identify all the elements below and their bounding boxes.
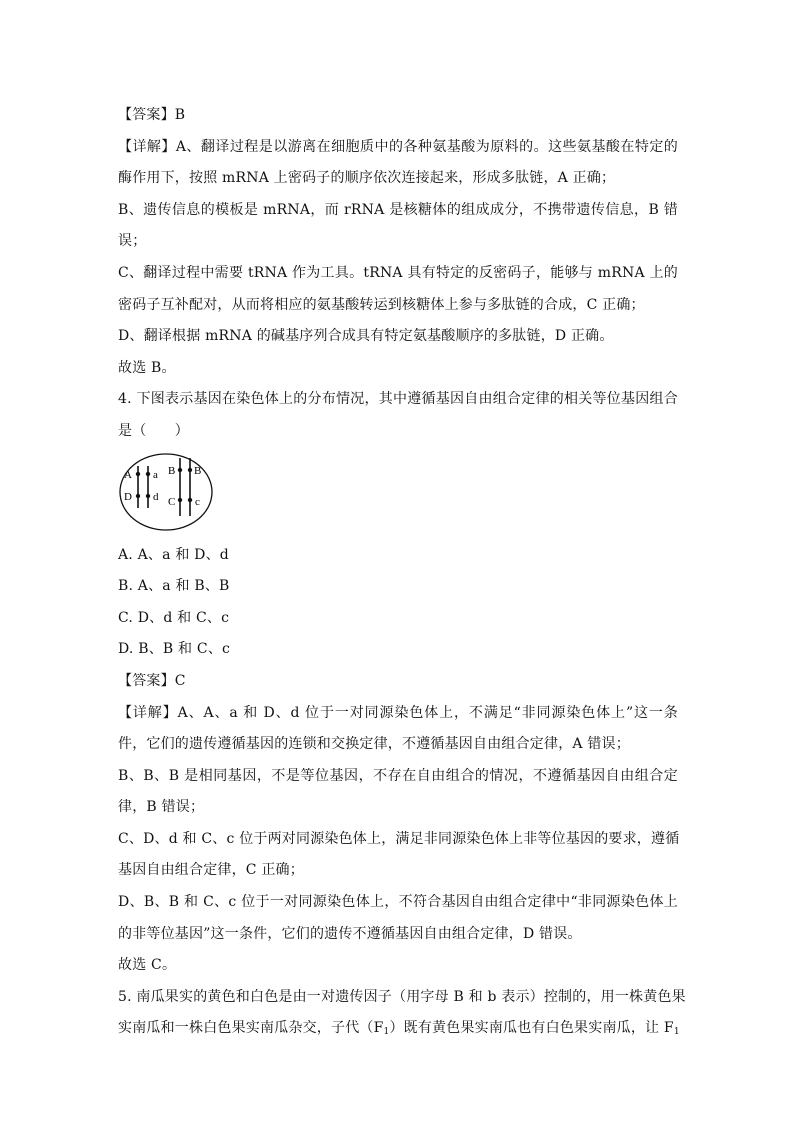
q4-detail-line: 【详解】A、A、a 和 D、d 位于一对同源染色体上，不满足“非同源染色体上”这一条 xyxy=(118,704,678,721)
q4-detail-line: 的非等位基因”这一条件，它们的遗传不遵循基因自由组合定律，D 错误。 xyxy=(118,925,582,942)
q4-detail-line: D、B、B 和 C、c 位于一对同源染色体上，不符合基因自由组合定律中“非同源染色体上 xyxy=(118,894,678,911)
q4-stem: 是（ ） xyxy=(118,422,189,439)
q4-detail-line: C、D、d 和 C、c 位于两对同源染色体上，满足非同源染色体上非等位基因的要求，遵循 xyxy=(118,830,680,847)
gene-locus xyxy=(188,497,192,501)
q5-stem-part: ）既有黄色果实南瓜也有白色果实南瓜，让 F xyxy=(389,1020,674,1037)
q3-detail-line: 密码子互补配对，从而将相应的氨基酸转运到核糖体上参与多肽链的合成，C 正确； xyxy=(118,296,645,313)
q3-detail-line: C、翻译过程中需要 tRNA 作为工具。tRNA 具有特定的反密码子，能够与 mRNA 上的 xyxy=(118,264,678,281)
q4-stem: 4. 下图表示基因在染色体上的分布情况，其中遵循基因自由组合定律的相关等位基因组合 xyxy=(118,391,678,408)
gene-locus xyxy=(188,467,192,471)
q3-answer: 【答案】B xyxy=(118,107,186,123)
gene-locus xyxy=(146,471,150,475)
q5-stem-part: 实南瓜和一株白色果实南瓜杂交，子代（F xyxy=(118,1020,384,1037)
q3-detail-line: 【详解】A、翻译过程是以游离在细胞质中的各种氨基酸为原料的。这些氨基酸在特定的 xyxy=(118,138,678,155)
q3-detail-line: B、遗传信息的模板是 mRNA，而 rRNA 是核糖体的组成成分，不携带遗传信息，B 错 xyxy=(118,201,678,218)
gene-label: B xyxy=(168,464,176,477)
q3-detail-line: D、翻译根据 mRNA 的碱基序列合成具有特定氨基酸顺序的多肽链，D 正确。 xyxy=(118,328,614,345)
q3-detail-line: 误； xyxy=(118,233,147,250)
subscript: 1 xyxy=(383,1027,390,1038)
gene-label: d xyxy=(153,490,159,503)
q4-conclusion: 故选 C。 xyxy=(118,957,177,974)
q4-answer: 【答案】C xyxy=(118,672,186,689)
q5-stem xyxy=(118,1013,678,1045)
q4-detail-line: B、B、B 是相同基因，不是等位基因，不存在自由组合的情况，不遵循基因自由组合定 xyxy=(118,767,678,784)
gene-locus xyxy=(178,497,182,501)
gene-locus xyxy=(136,493,140,497)
q4-option-b: B. A、a 和 B、B xyxy=(118,578,230,595)
q4-option-d: D. B、B 和 C、c xyxy=(118,641,231,658)
q5-stem: 5. 南瓜果实的黄色和白色是由一对遗传因子（用字母 B 和 b 表示）控制的，用一株黄色果 xyxy=(118,988,686,1005)
gene-label: c xyxy=(195,495,200,508)
q3-conclusion: 故选 B。 xyxy=(118,359,176,376)
subscript: 1 xyxy=(673,1027,680,1038)
q4-detail-line: 件，它们的遗传遵循基因的连锁和交换定律，不遵循基因自由组合定律，A 错误； xyxy=(118,736,630,753)
gene-locus xyxy=(178,467,182,471)
chromosome-diagram xyxy=(118,452,218,534)
q3-detail-line: 酶作用下，按照 mRNA 上密码子的顺序依次连接起来，形成多肽链，A 正确； xyxy=(118,170,616,187)
gene-label: C xyxy=(168,495,176,508)
gene-locus xyxy=(146,493,150,497)
gene-locus xyxy=(136,471,140,475)
q4-detail-line: 基因自由组合定律，C 正确； xyxy=(118,862,304,879)
gene-label: B xyxy=(194,464,202,477)
gene-label: A xyxy=(124,468,132,481)
gene-label: D xyxy=(124,490,132,503)
q4-option-c: C. D、d 和 C、c xyxy=(118,609,230,626)
q4-detail-line: 律，B 错误； xyxy=(118,799,205,816)
q4-option-a: A. A、a 和 D、d xyxy=(118,546,229,563)
document-page xyxy=(118,100,686,1045)
chromosome-figure xyxy=(118,448,678,540)
gene-label: a xyxy=(153,468,158,481)
